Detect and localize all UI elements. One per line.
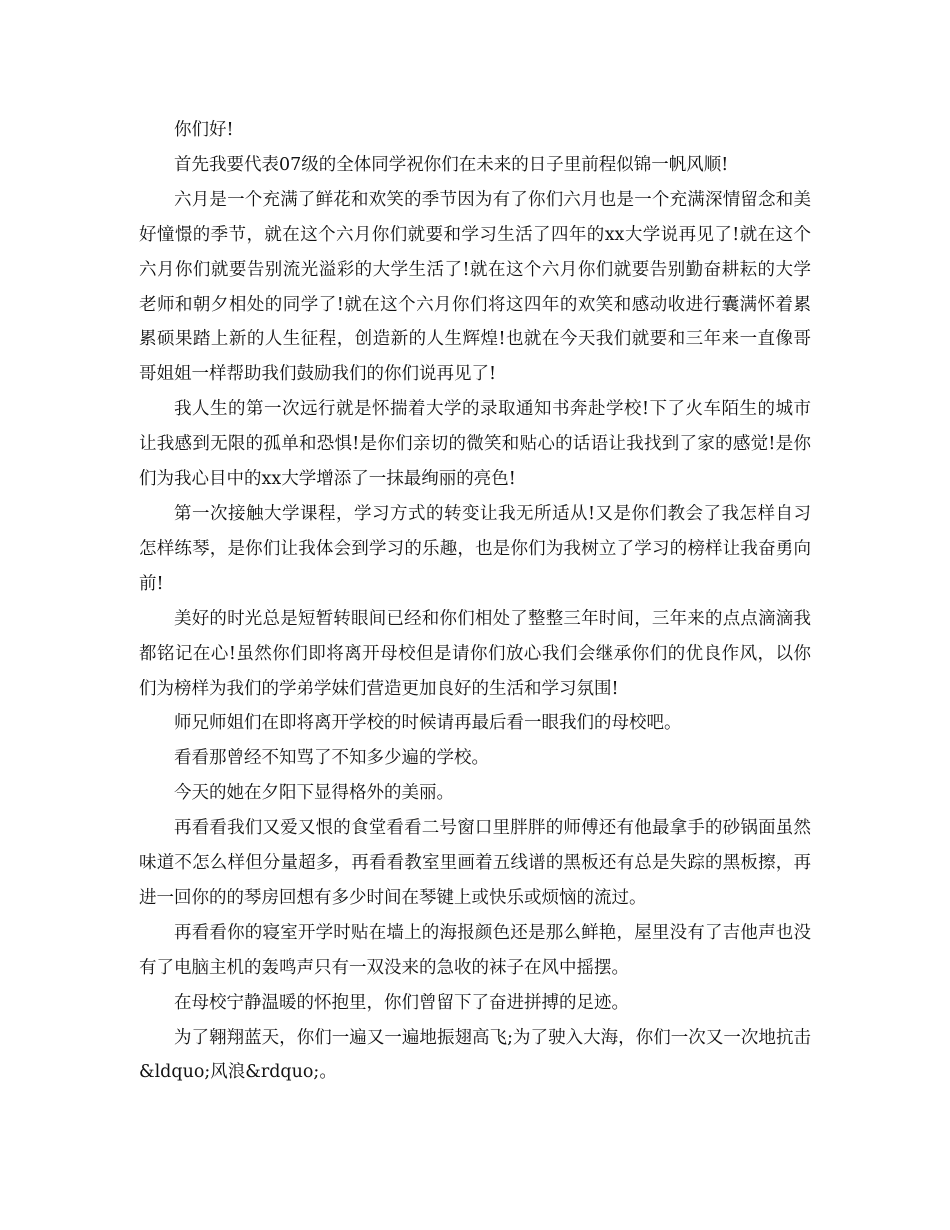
paragraph-sunset: 今天的她在夕阳下显得格外的美丽。 <box>174 783 454 804</box>
paragraph-greeting: 你们好! <box>174 120 234 140</box>
paragraph-school: 看看那曾经不知骂了不知多少遍的学校。 <box>174 748 489 769</box>
paragraph-last-look: 师兄师姐们在即将离开学校的时候请再最后看一眼我们的母校吧。 <box>174 713 682 734</box>
paragraph-first-course: 第一次接触大学课程，学习方式的转变让我无所适从!又是你们教会了我怎样自习怎样练琴，是你们让我体会到学习的乐趣，也是你们为我树立了学习的榜样让我奋勇向前! <box>139 503 811 594</box>
paragraph-footprints: 在母校宁静温暖的怀抱里，你们曾留下了奋进拼搏的足迹。 <box>174 992 629 1013</box>
paragraph-fly-sail: 为了翱翔蓝天，你们一遍又一遍地振翅高飞;为了驶入大海，你们一次又一次地抗击&ldquo;风浪&rdquo;。 <box>139 1027 811 1083</box>
paragraph-dorm: 再看看你的寝室开学时贴在墙上的海报颜色还是那么鲜艳，屋里没有了吉他声也没有了电脑主机的轰鸣声只有一双没来的急收的袜子在风中摇摆。 <box>139 922 811 978</box>
paragraph-wishes: 首先我要代表07级的全体同学祝你们在未来的日子里前程似锦一帆风顺! <box>174 154 729 175</box>
document-body <box>139 113 811 1090</box>
paragraph-canteen: 再看看我们又爱又恨的食堂看看二号窗口里胖胖的师傅还有他最拿手的砂锅面虽然味道不怎么样但分量超多，再看看教室里画着五线谱的黑板还有总是失踪的黑板擦，再进一回你的的琴房回想有多少时间在琴键上或快乐或烦恼的流过。 <box>139 818 811 908</box>
paragraph-good-times: 美好的时光总是短暂转眼间已经和你们相处了整整三年时间，三年来的点点滴滴我都铭记在心!虽然你们即将离开母校但是请你们放心我们会继承你们的优良作风，以你们为榜样为我们的学弟学妹们营造更加良好的生活和学习氛围! <box>139 608 811 699</box>
paragraph-june: 六月是一个充满了鲜花和欢笑的季节因为有了你们六月也是一个充满深情留念和美好憧憬的季节，就在这个六月你们就要和学习生活了四年的xx大学说再见了!就在这个六月你们就要告别流光溢彩的大学生活了!就在这个六月你们就要告别勤奋耕耘的大学老师和朝夕相处的同学了!就在这个六月你们将这四年的欢笑和感动收进行囊满怀着累累硕果踏上新的人生征程，创造新的人生辉煌!也就在今天我们就要和三年来一直像哥哥姐姐一样帮助我们鼓励我们的你们说再见了! <box>139 189 811 385</box>
paragraph-first-trip: 我人生的第一次远行就是怀揣着大学的录取通知书奔赴学校!下了火车陌生的城市让我感到无限的孤单和恐惧!是你们亲切的微笑和贴心的话语让我找到了家的感觉!是你们为我心目中的xx大学增添了一抹最绚丽的亮色! <box>139 399 811 490</box>
